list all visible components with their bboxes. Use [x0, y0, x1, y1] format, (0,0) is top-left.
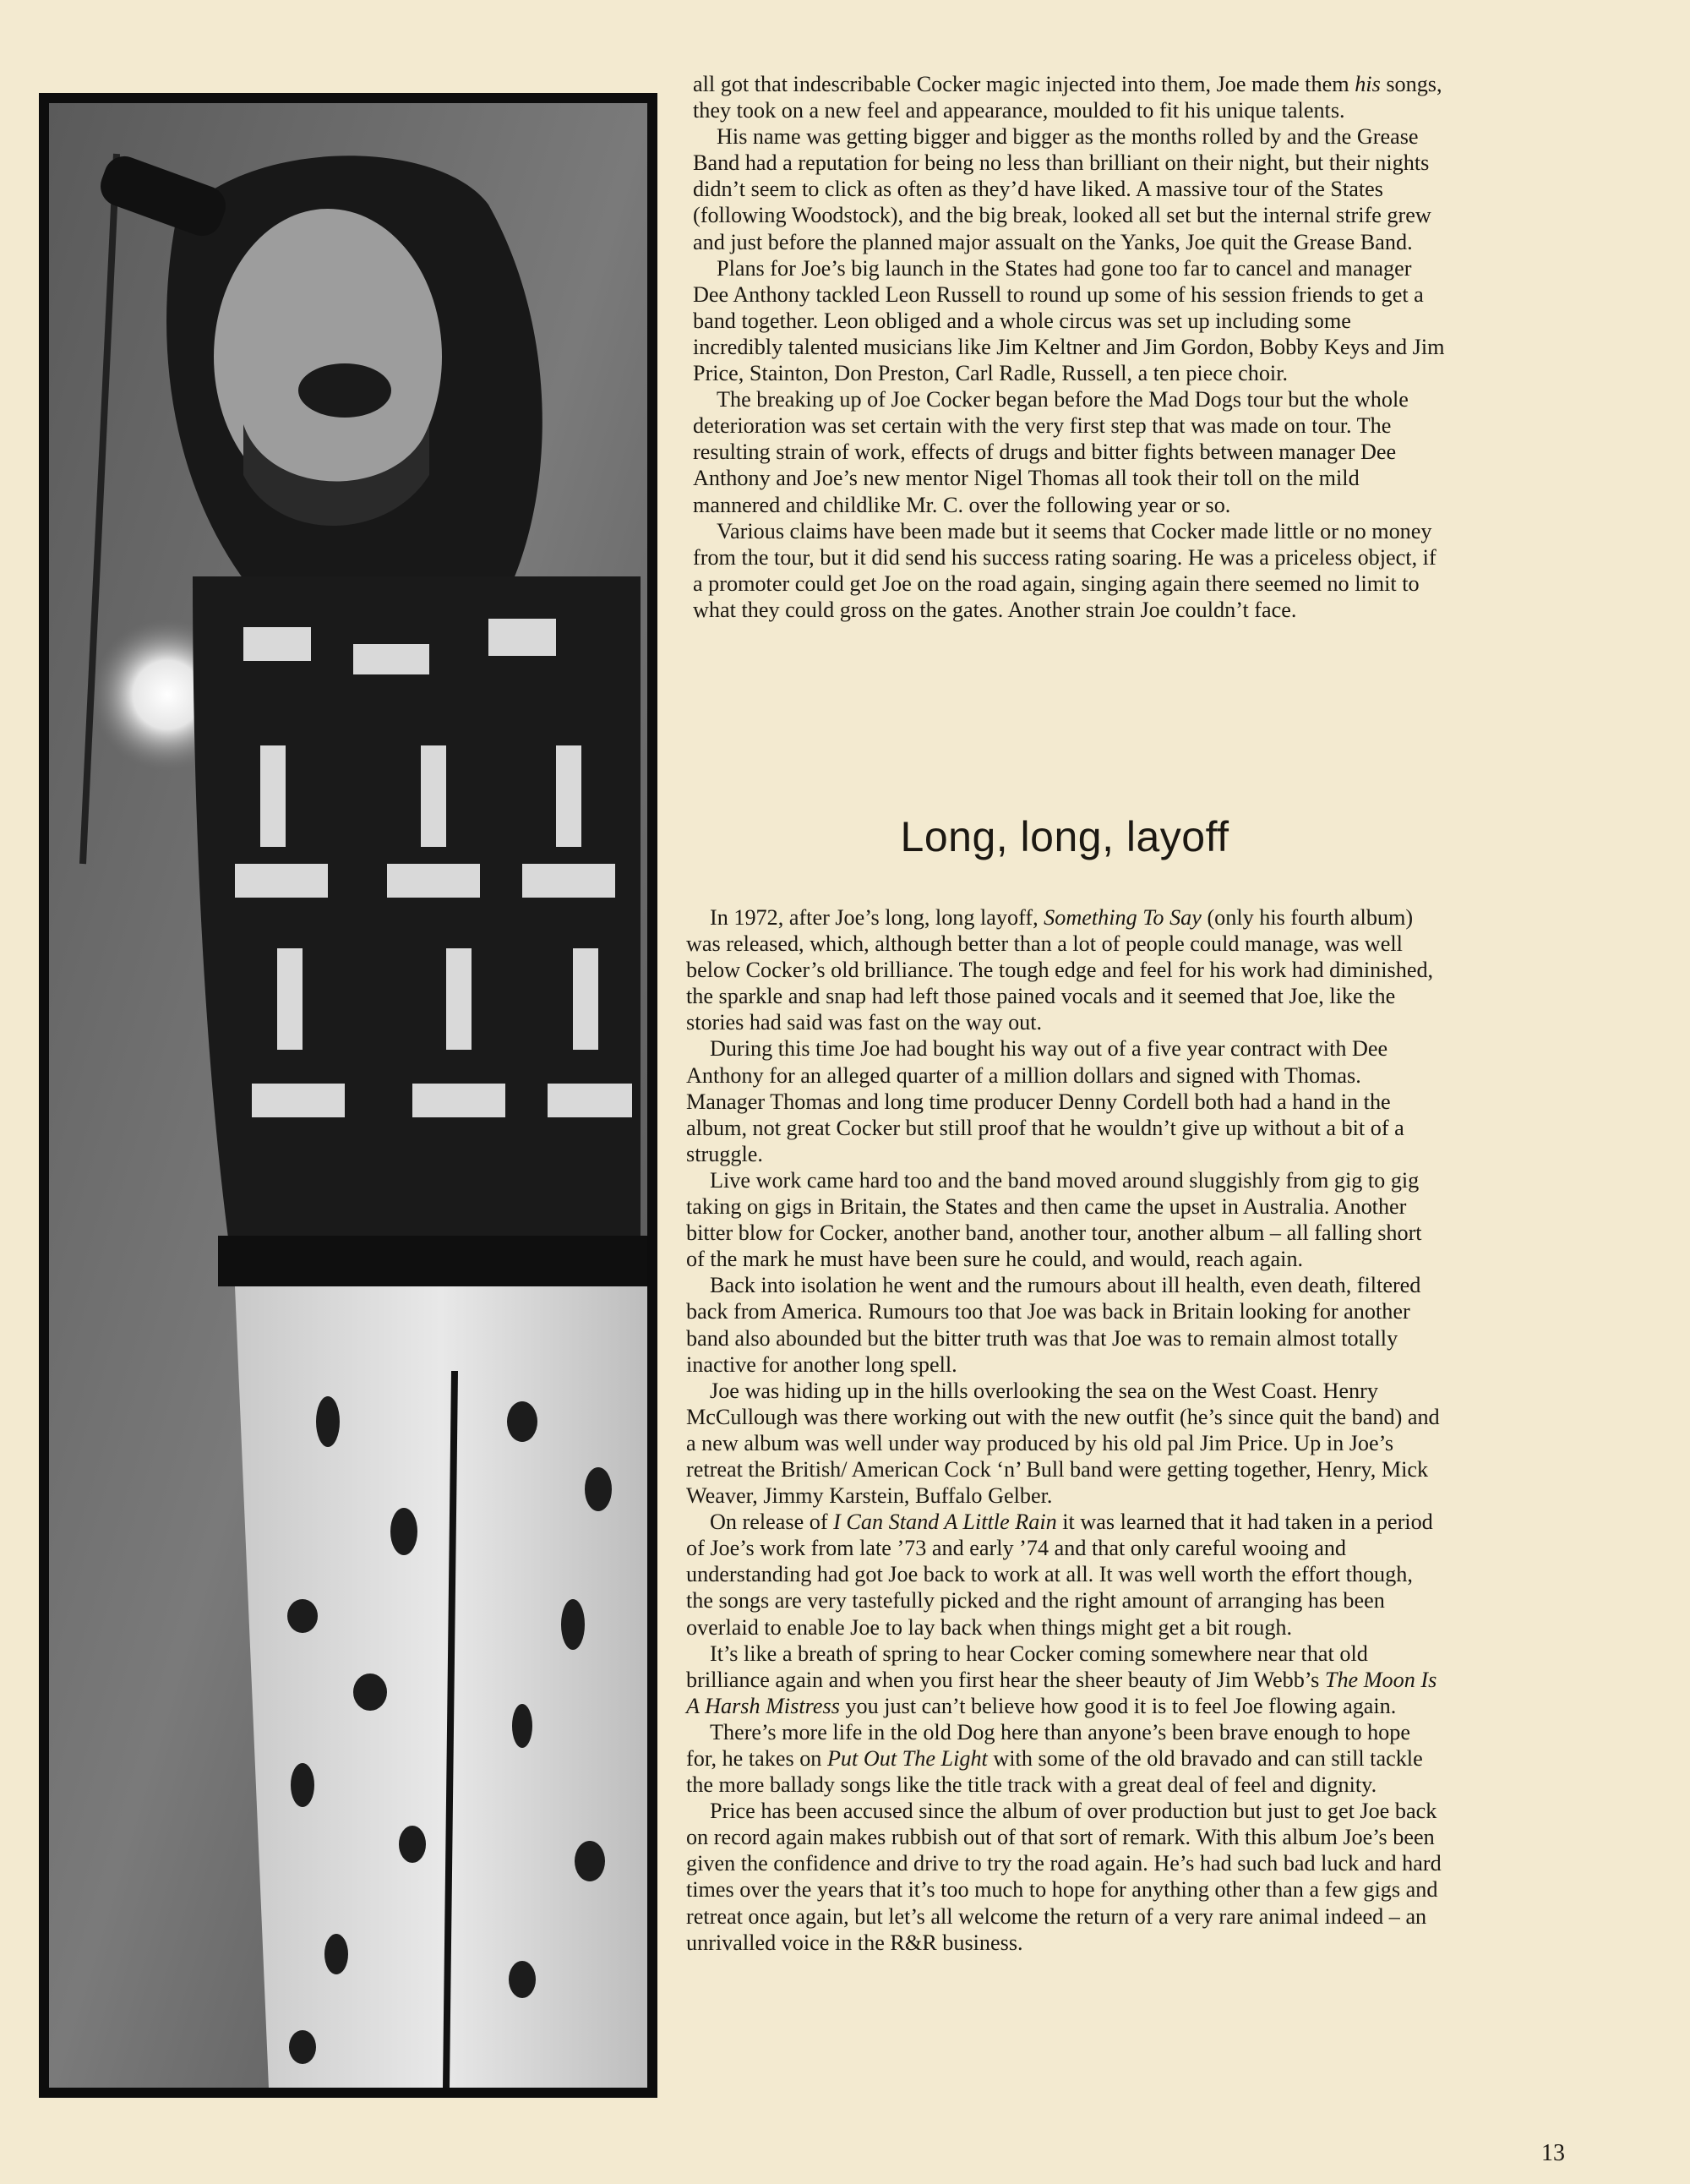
- text-run: Back into isolation he went and the rumours about ill health, even death, filtered back from America. Rumours too that Joe was back in Britain looking for another band also abounded but the bitter truth was that Joe was to remain almost totally inactive for another long spell.: [686, 1273, 1421, 1377]
- italic-title: Something To Say: [1044, 905, 1202, 930]
- paragraph: [686, 1509, 1445, 1640]
- paragraph: [686, 1167, 1445, 1272]
- text-run: all got that indescribable Cocker magic injected into them, Joe made them: [693, 72, 1355, 96]
- paragraph: [693, 71, 1445, 123]
- text-run: songs, they took on a new feel and appearance, moulded to fit his unique talents.: [693, 72, 1442, 123]
- text-run: (only his fourth album) was released, which, although better than a lot of people could manage, was well below Cocker’s old brilliance. The tough edge and feel for his work had diminished, the sparkle and snap had left those pained vocals and it seemed that Joe, like the stories had said was fast on the way out.: [686, 905, 1434, 1035]
- page-number: 13: [1541, 2140, 1565, 2166]
- italic-title: The Moon Is A Harsh Mistress: [686, 1667, 1437, 1718]
- paragraph: [693, 518, 1445, 623]
- text-run: In 1972, after Joe’s long, long layoff,: [710, 905, 1044, 930]
- text-run: it was learned that it had taken in a period of Joe’s work from late ’73 and early ’74 and that only careful wooing and understanding had got Joe back to work at all. It was well worth the effort though, the songs are very tastefully picked and the right amount of arranging has been overlaid to enable Joe to lay back when things might get a bit rough.: [686, 1510, 1433, 1640]
- text-run: Live work came hard too and the band moved around sluggishly from gig to gig taking on gigs in Britain, the States and then came the upset in Australia. Another bitter blow for Cocker, another band, another tour, another album – all falling short of the mark he must have been sure he could, and would, reach again.: [686, 1167, 1422, 1272]
- paragraph: [686, 1719, 1445, 1798]
- paragraph: [686, 904, 1445, 1035]
- text-run: you just can’t believe how good it is to feel Joe flowing again.: [839, 1693, 1397, 1718]
- mouth: [298, 363, 391, 418]
- text-run: with some of the old bravado and can still tackle the more ballady songs like the title track with a great deal of feel and dignity.: [686, 1746, 1423, 1798]
- text-run: On release of: [710, 1510, 834, 1535]
- paragraph: [693, 386, 1445, 517]
- text-run: Plans for Joe’s big launch in the States had gone too far to cancel and manager Dee Anthony tackled Leon Russell to round up some of his session friends to get a band together. Leon obliged and a whole circus was set up including some incredibly talented musicians like Jim Keltner and Jim Gordon, Bobby Keys and Jim Price, Stainton, Don Preston, Carl Radle, Russell, a ten piece choir.: [693, 255, 1445, 386]
- italic-title: Put Out The Light: [826, 1746, 988, 1771]
- text-run: The breaking up of Joe Cocker began before the Mad Dogs tour but the whole deterioration was set certain with the very first step that was made on tour. The resulting strain of work, effects of drugs and bitter fights between manager Dee Anthony and Joe’s new mentor Nigel Thomas all took their toll on the mild mannered and childlike Mr. C. over the following year or so.: [693, 387, 1409, 517]
- text-run: During this time Joe had bought his way out of a five year contract with Dee Anthony for an alleged quarter of a million dollars and signed with Thomas. Manager Thomas and long time producer Denny Cordell both had a hand in the album, not great Cocker but still proof that he wouldn’t give up without a bit of a struggle.: [686, 1036, 1404, 1166]
- paragraph: [686, 1378, 1445, 1509]
- text-run: His name was getting bigger and bigger as the months rolled by and the Grease Band had a reputation for being no less than brilliant on their night, but their nights didn’t seem to click as often as they’d have liked. A massive tour of the States (following Woodstock), and the big break, looked all set but the internal strife grew and just before the planned major assualt on the Yanks, Joe quit the Grease Band.: [693, 124, 1431, 254]
- text-run: There’s more life in the old Dog here than anyone’s been brave enough to hope for, he takes on: [686, 1719, 1410, 1771]
- paragraph: [686, 1798, 1445, 1956]
- italic-title: his: [1355, 72, 1381, 96]
- paragraph: [686, 1035, 1445, 1166]
- text-run: It’s like a breath of spring to hear Cocker coming somewhere near that old brilliance again and when you first hear the sheer beauty of Jim Webb’s: [686, 1641, 1368, 1692]
- text-run: Joe was hiding up in the hills overlooking the sea on the West Coast. Henry McCullough was there working out with the new outfit (he’s since quit the band) and a new album was well under way produced by his old pal Jim Price. Up in Joe’s retreat the British/ American Cock ‘n’ Bull band were getting together, Henry, Mick Weaver, Jimmy Karstein, Buffalo Gelber.: [686, 1378, 1440, 1509]
- paragraph: [693, 123, 1445, 254]
- italic-title: I Can Stand A Little Rain: [833, 1510, 1057, 1535]
- belt: [218, 1236, 647, 1286]
- singer-photo-frame: [39, 93, 657, 2098]
- singer-photo: [49, 103, 647, 2088]
- article-text-top: [693, 71, 1445, 623]
- torso-shirt: [193, 576, 641, 1286]
- trousers: [235, 1286, 647, 2088]
- paragraph: [686, 1641, 1445, 1719]
- text-run: Various claims have been made but it seems that Cocker made little or no money from the tour, but it did send his success rating soaring. He was a priceless object, if a promoter could get Joe on the road again, singing again there seemed no limit to what they could gross on the gates. Another strain Joe couldn’t face.: [693, 518, 1436, 622]
- article-text-bottom: [686, 904, 1445, 1956]
- paragraph: [693, 255, 1445, 386]
- text-run: Price has been accused since the album of over production but just to get Joe back on record again makes rubbish out of that sort of remark. With this album Joe’s been given the confidence and drive to try the road again. He’s had such bad luck and hard times over the years that it’s too much to hope for anything other than a few gigs and retreat once again, but let’s all welcome the return of a very rare animal indeed – an unrivalled voice in the R&R business.: [686, 1799, 1442, 1955]
- paragraph: [686, 1272, 1445, 1377]
- section-heading: Long, long, layoff: [900, 813, 1229, 860]
